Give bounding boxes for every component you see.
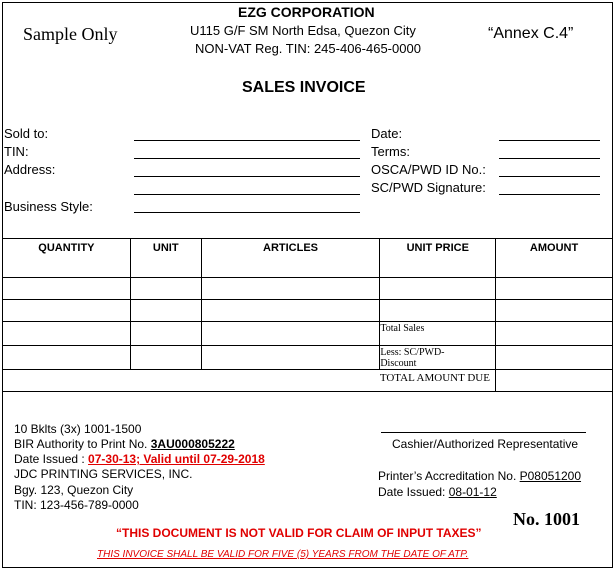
- terms-field[interactable]: [499, 158, 600, 159]
- printer-date-issued: [14, 452, 265, 466]
- invoice-number: No. 1001: [513, 509, 580, 529]
- signature-label: SC/PWD Signature:: [371, 180, 486, 195]
- amount-header: AMOUNT: [496, 239, 613, 278]
- quantity-header: QUANTITY: [3, 239, 131, 278]
- table-row: [3, 370, 613, 392]
- less-discount-label: [380, 346, 496, 370]
- terms-label: Terms:: [371, 144, 410, 159]
- bir-label: BIR Authority to Print No.: [14, 437, 151, 451]
- invoice-title: SALES INVOICE: [242, 79, 366, 96]
- less-sc-text: Less: SC/PWD-: [380, 347, 445, 358]
- right-date-issued: [378, 485, 497, 499]
- osca-label: OSCA/PWD ID No.:: [371, 162, 486, 177]
- total-sales-label: Total Sales: [380, 322, 496, 346]
- items-table: [2, 238, 613, 392]
- address-field-1[interactable]: [134, 176, 360, 177]
- tin-label: TIN:: [4, 144, 29, 159]
- sold-to-label: Sold to:: [4, 126, 49, 141]
- annex-label: “Annex C.4”: [488, 25, 574, 42]
- sample-label: Sample Only: [23, 24, 118, 44]
- right-date-issued-label: Date Issued:: [378, 485, 449, 499]
- date-label: Date:: [371, 126, 403, 141]
- printer-name: JDC PRINTING SERVICES, INC.: [14, 467, 193, 481]
- booklets-info: 10 Bklts (3x) 1001-1500: [14, 422, 142, 436]
- accreditation-label: Printer’s Accreditation No.: [378, 469, 520, 483]
- bir-authority: [14, 437, 235, 451]
- company-tin: NON-VAT Reg. TIN: 245-406-465-0000: [195, 41, 421, 56]
- not-valid-notice: “THIS DOCUMENT IS NOT VALID FOR CLAIM OF INPUT TAXES”: [116, 526, 482, 540]
- company-address: U115 G/F SM North Edsa, Quezon City: [190, 23, 416, 38]
- printer-tin: TIN: 123-456-789-0000: [14, 498, 139, 512]
- unit-header: UNIT: [130, 239, 201, 278]
- table-row: [3, 300, 613, 322]
- table-row: [3, 346, 613, 370]
- address-field-2[interactable]: [134, 194, 360, 195]
- printer-date-issued-label: Date Issued :: [14, 452, 89, 466]
- sold-to-field[interactable]: [134, 140, 360, 141]
- table-row: [3, 322, 613, 346]
- printer-address: Bgy. 123, Quezon City: [14, 483, 134, 497]
- osca-field[interactable]: [499, 176, 600, 177]
- table-header-row: [3, 239, 613, 278]
- tin-field[interactable]: [134, 158, 360, 159]
- table-row: [3, 278, 613, 300]
- accreditation-value: P08051200: [519, 469, 582, 483]
- discount-text: Discount: [380, 358, 417, 369]
- business-style-label: Business Style:: [4, 199, 93, 214]
- cashier-signature-line[interactable]: [381, 432, 586, 433]
- cashier-label: Cashier/Authorized Representative: [392, 437, 579, 451]
- accreditation: [378, 469, 581, 483]
- printer-date-issued-value: 07-30-13; Valid until 07-29-2018: [88, 452, 265, 466]
- unit-price-header: UNIT PRICE: [380, 239, 496, 278]
- total-amount-due-label: TOTAL AMOUNT DUE: [380, 370, 496, 392]
- right-date-issued-value: 08-01-12: [448, 485, 497, 499]
- validity-notice: THIS INVOICE SHALL BE VALID FOR FIVE (5) YEARS FROM THE DATE OF ATP.: [97, 549, 469, 560]
- business-style-field[interactable]: [134, 212, 360, 213]
- company-name: EZG CORPORATION: [238, 4, 375, 20]
- address-label: Address:: [4, 162, 56, 177]
- articles-header: ARTICLES: [201, 239, 380, 278]
- signature-field[interactable]: [499, 194, 600, 195]
- bir-number: 3AU000805222: [150, 437, 235, 451]
- date-field[interactable]: [499, 140, 600, 141]
